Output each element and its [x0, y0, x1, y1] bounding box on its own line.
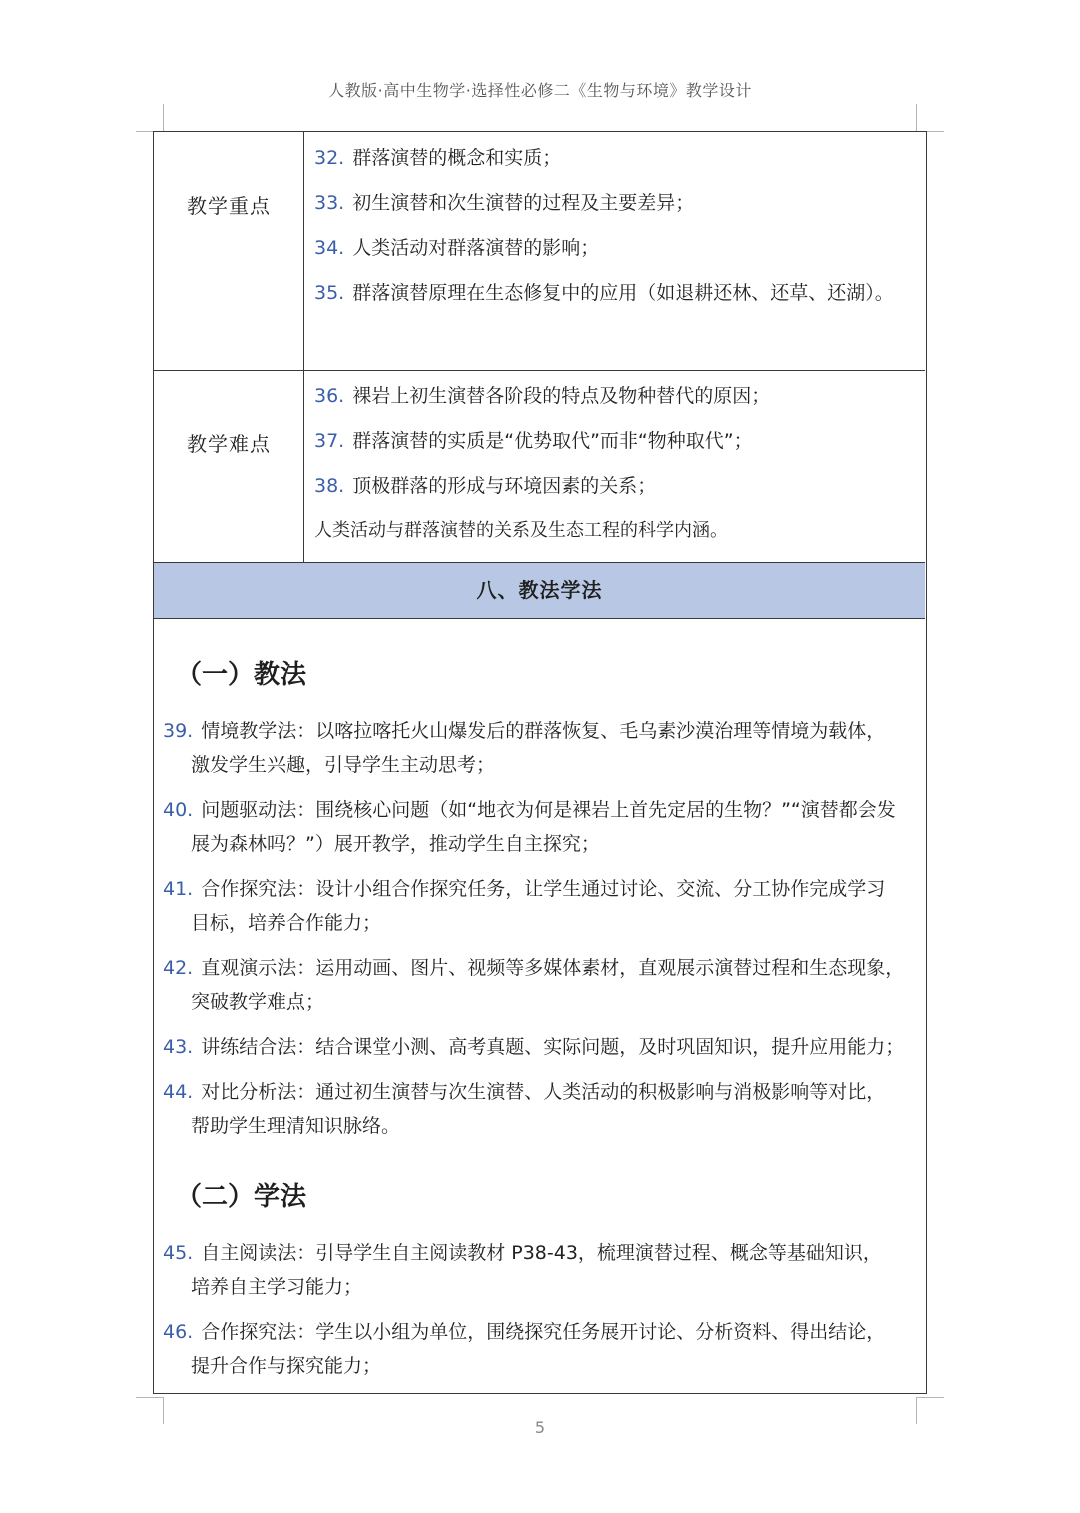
item-number: 36. — [314, 385, 345, 407]
crop-mark — [916, 1397, 944, 1398]
learning-methods-list — [163, 1236, 915, 1394]
item-text: 群落演替的实质是“优势取代”而非“物种取代”； — [352, 430, 753, 452]
item-text-line2: 提升合作与探究能力； — [191, 1355, 382, 1377]
list-item — [163, 714, 915, 782]
list-item — [163, 1030, 915, 1064]
item-number: 37. — [314, 430, 345, 452]
item-text-line1: 合作探究法：设计小组合作探究任务，让学生通过讨论、交流、分工协作完成学习 — [201, 878, 886, 900]
key-points-list — [314, 146, 915, 326]
item-number: 34. — [314, 237, 345, 259]
key-points-label: 教学重点 — [187, 194, 271, 218]
content-frame — [153, 131, 927, 1394]
item-number: 32. — [314, 147, 345, 169]
list-item — [163, 1075, 915, 1143]
learning-methods-heading: （二）学法 — [176, 1182, 307, 1212]
item-number: 39. — [163, 720, 194, 742]
teaching-methods-heading: （一）教法 — [176, 660, 307, 690]
crop-mark — [163, 104, 164, 131]
item-number: 35. — [314, 282, 345, 304]
item-number: 41. — [163, 878, 194, 900]
key-points-label-cell — [154, 132, 304, 370]
item-number: 45. — [163, 1242, 194, 1264]
item-number: 42. — [163, 957, 194, 979]
item-text: 群落演替原理在生态修复中的应用（如退耕还林、还草、还湖）。 — [352, 282, 894, 304]
item-text: 裸岩上初生演替各阶段的特点及物种替代的原因； — [352, 385, 771, 407]
item-number: 40. — [163, 799, 194, 821]
list-item — [163, 951, 915, 1019]
list-item — [314, 474, 915, 498]
item-text-line1: 问题驱动法：围绕核心问题（如“地衣为何是裸岩上首先定居的生物？”“演替都会发 — [201, 799, 896, 821]
list-item — [314, 191, 915, 215]
item-text-line1: 合作探究法：学生以小组为单位，围绕探究任务展开讨论、分析资料、得出结论， — [201, 1321, 886, 1343]
list-item — [163, 793, 915, 861]
difficulties-row — [154, 370, 925, 562]
item-text-line1: 情境教学法：以喀拉喀托火山爆发后的群落恢复、毛乌素沙漠治理等情境为载体， — [201, 720, 886, 742]
section-title: 八、教法学法 — [154, 562, 925, 619]
teaching-methods-list — [163, 714, 915, 1154]
list-item — [314, 281, 915, 305]
item-text-line2: 培养自主学习能力； — [191, 1276, 363, 1298]
list-item — [314, 384, 915, 408]
item-text: 群落演替的概念和实质； — [352, 147, 562, 169]
difficulties-list — [314, 384, 915, 543]
item-text-line2: 突破教学难点； — [191, 991, 325, 1013]
item-number: 46. — [163, 1321, 194, 1343]
item-text-line2: 目标，培养合作能力； — [191, 912, 382, 934]
list-item — [314, 236, 915, 260]
item-number: 43. — [163, 1036, 194, 1058]
difficulties-label: 教学难点 — [187, 432, 271, 456]
key-points-row — [154, 132, 925, 371]
list-item — [314, 429, 915, 453]
item-number: 33. — [314, 192, 345, 214]
item-text: 人类活动对群落演替的影响； — [352, 237, 600, 259]
list-item — [163, 1236, 915, 1304]
item-number: 44. — [163, 1081, 194, 1103]
item-text-line2: 展为森林吗？”）展开教学，推动学生自主探究； — [191, 833, 600, 855]
list-item — [314, 146, 915, 170]
item-text-line2: 激发学生兴趣，引导学生主动思考； — [191, 754, 496, 776]
list-item — [163, 1315, 915, 1383]
item-text-line1: 讲练结合法：结合课堂小测、高考真题、实际问题，及时巩固知识，提升应用能力； — [201, 1036, 905, 1058]
item-text-line1: 直观演示法：运用动画、图片、视频等多媒体素材，直观展示演替过程和生态现象， — [201, 957, 905, 979]
item-number: 38. — [314, 475, 345, 497]
item-text-line1: 对比分析法：通过初生演替与次生演替、人类活动的积极影响与消极影响等对比， — [201, 1081, 886, 1103]
crop-mark — [916, 104, 917, 131]
page-number: 5 — [534, 1418, 546, 1437]
difficulties-label-cell — [154, 370, 304, 562]
item-text: 顶极群落的形成与环境因素的关系； — [352, 475, 657, 497]
item-text-line1: 自主阅读法：引导学生自主阅读教材 P38-43，梳理演替过程、概念等基础知识， — [201, 1242, 882, 1264]
item-text: 初生演替和次生演替的过程及主要差异； — [352, 192, 695, 214]
page-header-title: 人教版·高中生物学·选择性必修二《生物与环境》教学设计 — [328, 81, 752, 100]
item-text-line2: 帮助学生理清知识脉络。 — [191, 1115, 401, 1137]
difficulties-extra-text: 人类活动与群落演替的关系及生态工程的科学内涵。 — [314, 520, 728, 541]
crop-mark — [136, 1397, 164, 1398]
list-item — [163, 872, 915, 940]
